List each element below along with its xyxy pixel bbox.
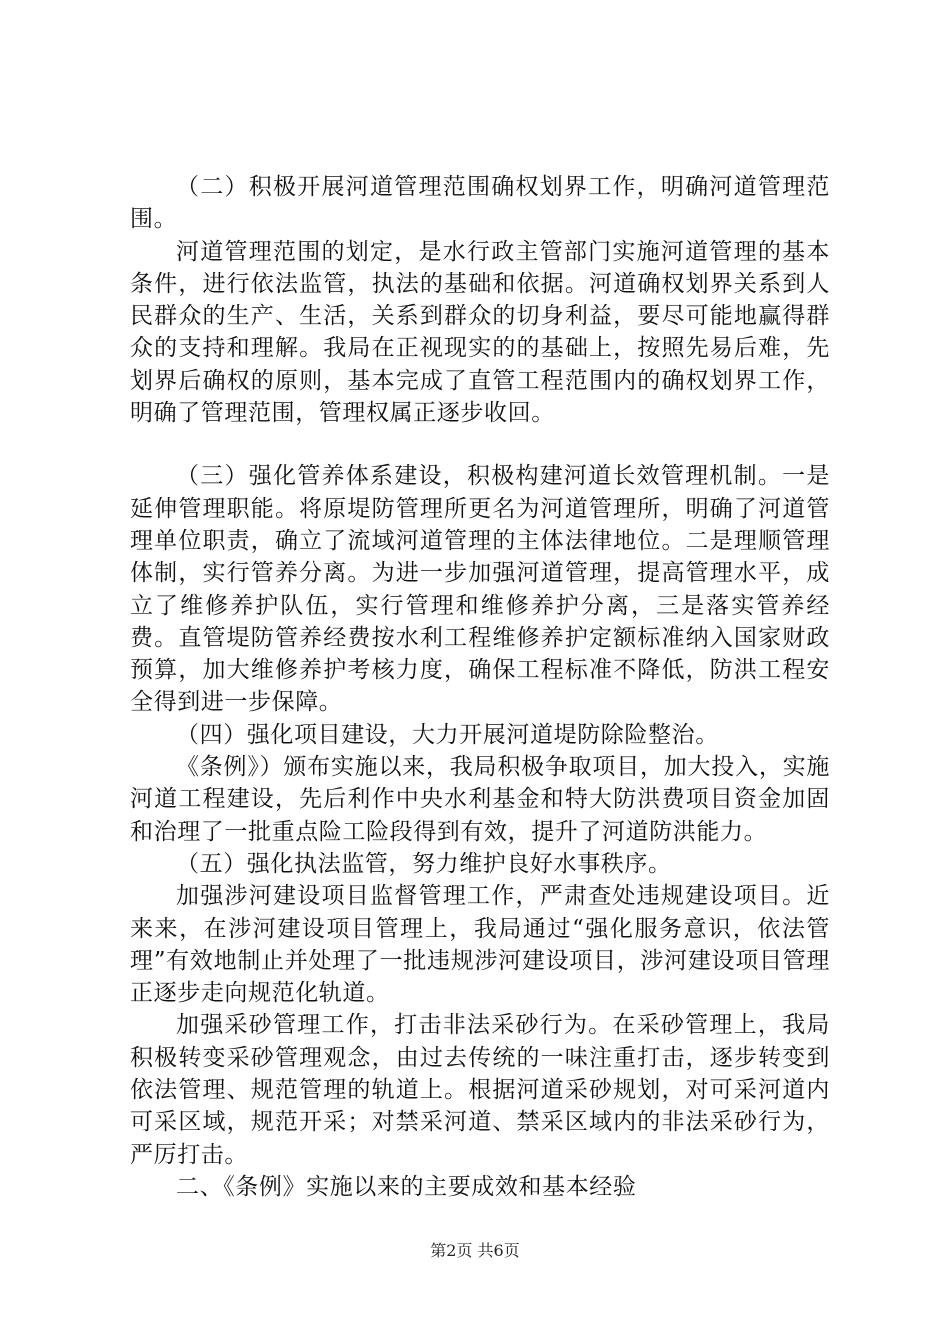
section-paragraph-3: （三）强化管养体系建设，积极构建河道长效管理机制。一是延伸管理职能。将原堤防管理所更名为河道管理所，明确了河道管理单位职责，确立了流域河道管理的主体法律地位。二是理顺管理体制，实行管养分离。为进一步加强河道管理，提高管理水平，成立了维修养护队伍，实行管理和维修养护分离，三是落实管养经费。直管堤防管养经费按水利工程维修养护定额标准纳入国家财政预算，加大维修养护考核力度，确保工程标准不降低，防洪工程安全得到进一步保障。 [130, 463, 830, 716]
body-paragraph: 加强采砂管理工作，打击非法采砂行为。在采砂管理上，我局积极转变采砂管理观念，由过去传统的一味注重打击，逐步转变到依法管理、规范管理的轨道上。根据河道采砂规划，对可采河道内可采区域，规范开采；对禁采河道、禁采区域内的非法采砂行为，严厉打击。 [130, 1012, 830, 1168]
body-paragraph: 河道管理范围的划定，是水行政主管部门实施河道管理的基本条件，进行依法监管，执法的基础和依据。河道确权划界关系到人民群众的生产、生活，关系到群众的切身利益，要尽可能地赢得群众的支持和理解。我局在正视现实的的基础上，按照先易后难，先划界后确权的原则，基本完成了直管工程范围内的确权划界工作，明确了管理范围，管理权属正逐步收回。 [130, 238, 830, 427]
body-paragraph: 加强涉河建设项目监督管理工作，严肃查处违规建设项目。近来来，在涉河建设项目管理上，我局通过“强化服务意识，依法管理”有效地制止并处理了一批违规涉河建设项目，涉河建设项目管理正逐步走向规范化轨道。 [130, 883, 830, 1007]
section-heading-5: （五）强化执法监管，努力维护良好水事秩序。 [176, 850, 672, 877]
body-paragraph: 《条例》）颁布实施以来，我局积极争取项目，加大投入，实施河道工程建设，先后利作中央水利基金和特大防洪费项目资金加固和治理了一批重点险工险段得到有效，提升了河道防洪能力。 [130, 754, 830, 845]
section-heading-2: （二）积极开展河道管理范围确权划界工作，明确河道管理范围。 [130, 174, 830, 233]
document-body [130, 171, 830, 1203]
chapter-heading: 二、《条例》实施以来的主要成效和基本经验 [176, 1173, 637, 1200]
page-number-footer: 第2页 共6页 [430, 1241, 520, 1260]
section-heading-4: （四）强化项目建设，大力开展河道堤防除险整治。 [176, 721, 719, 748]
